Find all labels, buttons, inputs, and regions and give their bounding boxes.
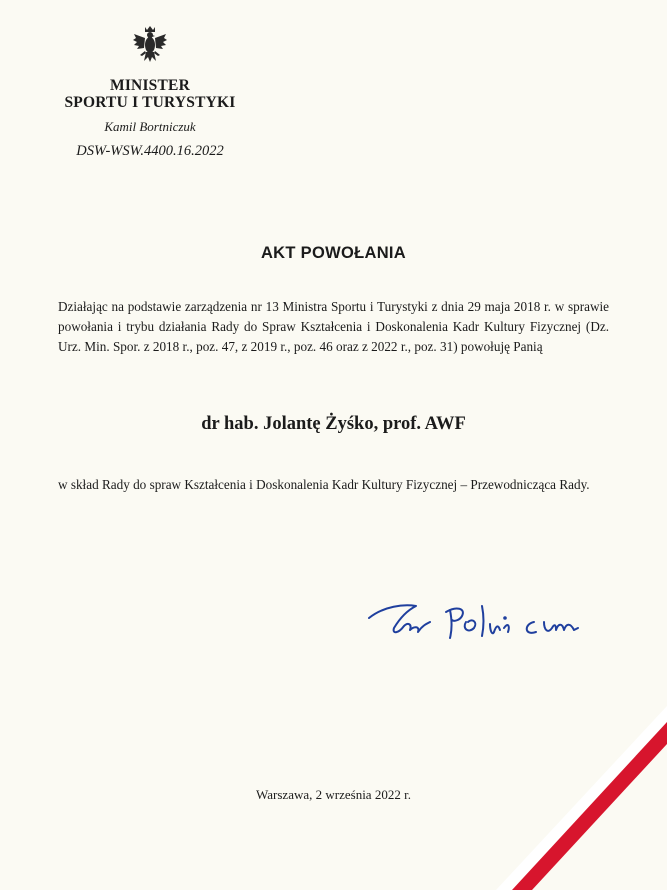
- handwritten-signature: [364, 596, 594, 644]
- document-title: AKT POWOŁANIA: [260, 244, 407, 262]
- intro-paragraph: Działając na podstawie zarządzenia nr 13 Ministra Sportu i Turystyki z dnia 29 maja 2018 r. w sprawie powołania i trybu działania Rady do Spraw Kształcenia i Doskonalenia Kadr Kultury Fizycznej (Dz. Urz. Min. Spor. z 2018 r., poz. 47, z 2019 r., poz. 46 oraz z 2022 r., poz. 31) powołuję Panią: [58, 299, 609, 354]
- place-date: Warszawa, 2 września 2022 r.: [256, 787, 411, 802]
- role-paragraph: w skład Rady do spraw Kształcenia i Doskonalenia Kadr Kultury Fizycznej – Przewodnicząca Rady.: [58, 477, 590, 492]
- polish-eagle-icon: [132, 24, 168, 66]
- appointee-name: dr hab. Jolantę Żyśko, prof. AWF: [201, 414, 466, 434]
- minister-name: Kamil Bortniczuk: [104, 119, 196, 134]
- reference-number: DSW-WSW.4400.16.2022: [76, 143, 224, 159]
- ministry-title-line1: MINISTER: [110, 77, 190, 94]
- ministry-title-line2: SPORTU I TURYSTYKI: [64, 94, 236, 111]
